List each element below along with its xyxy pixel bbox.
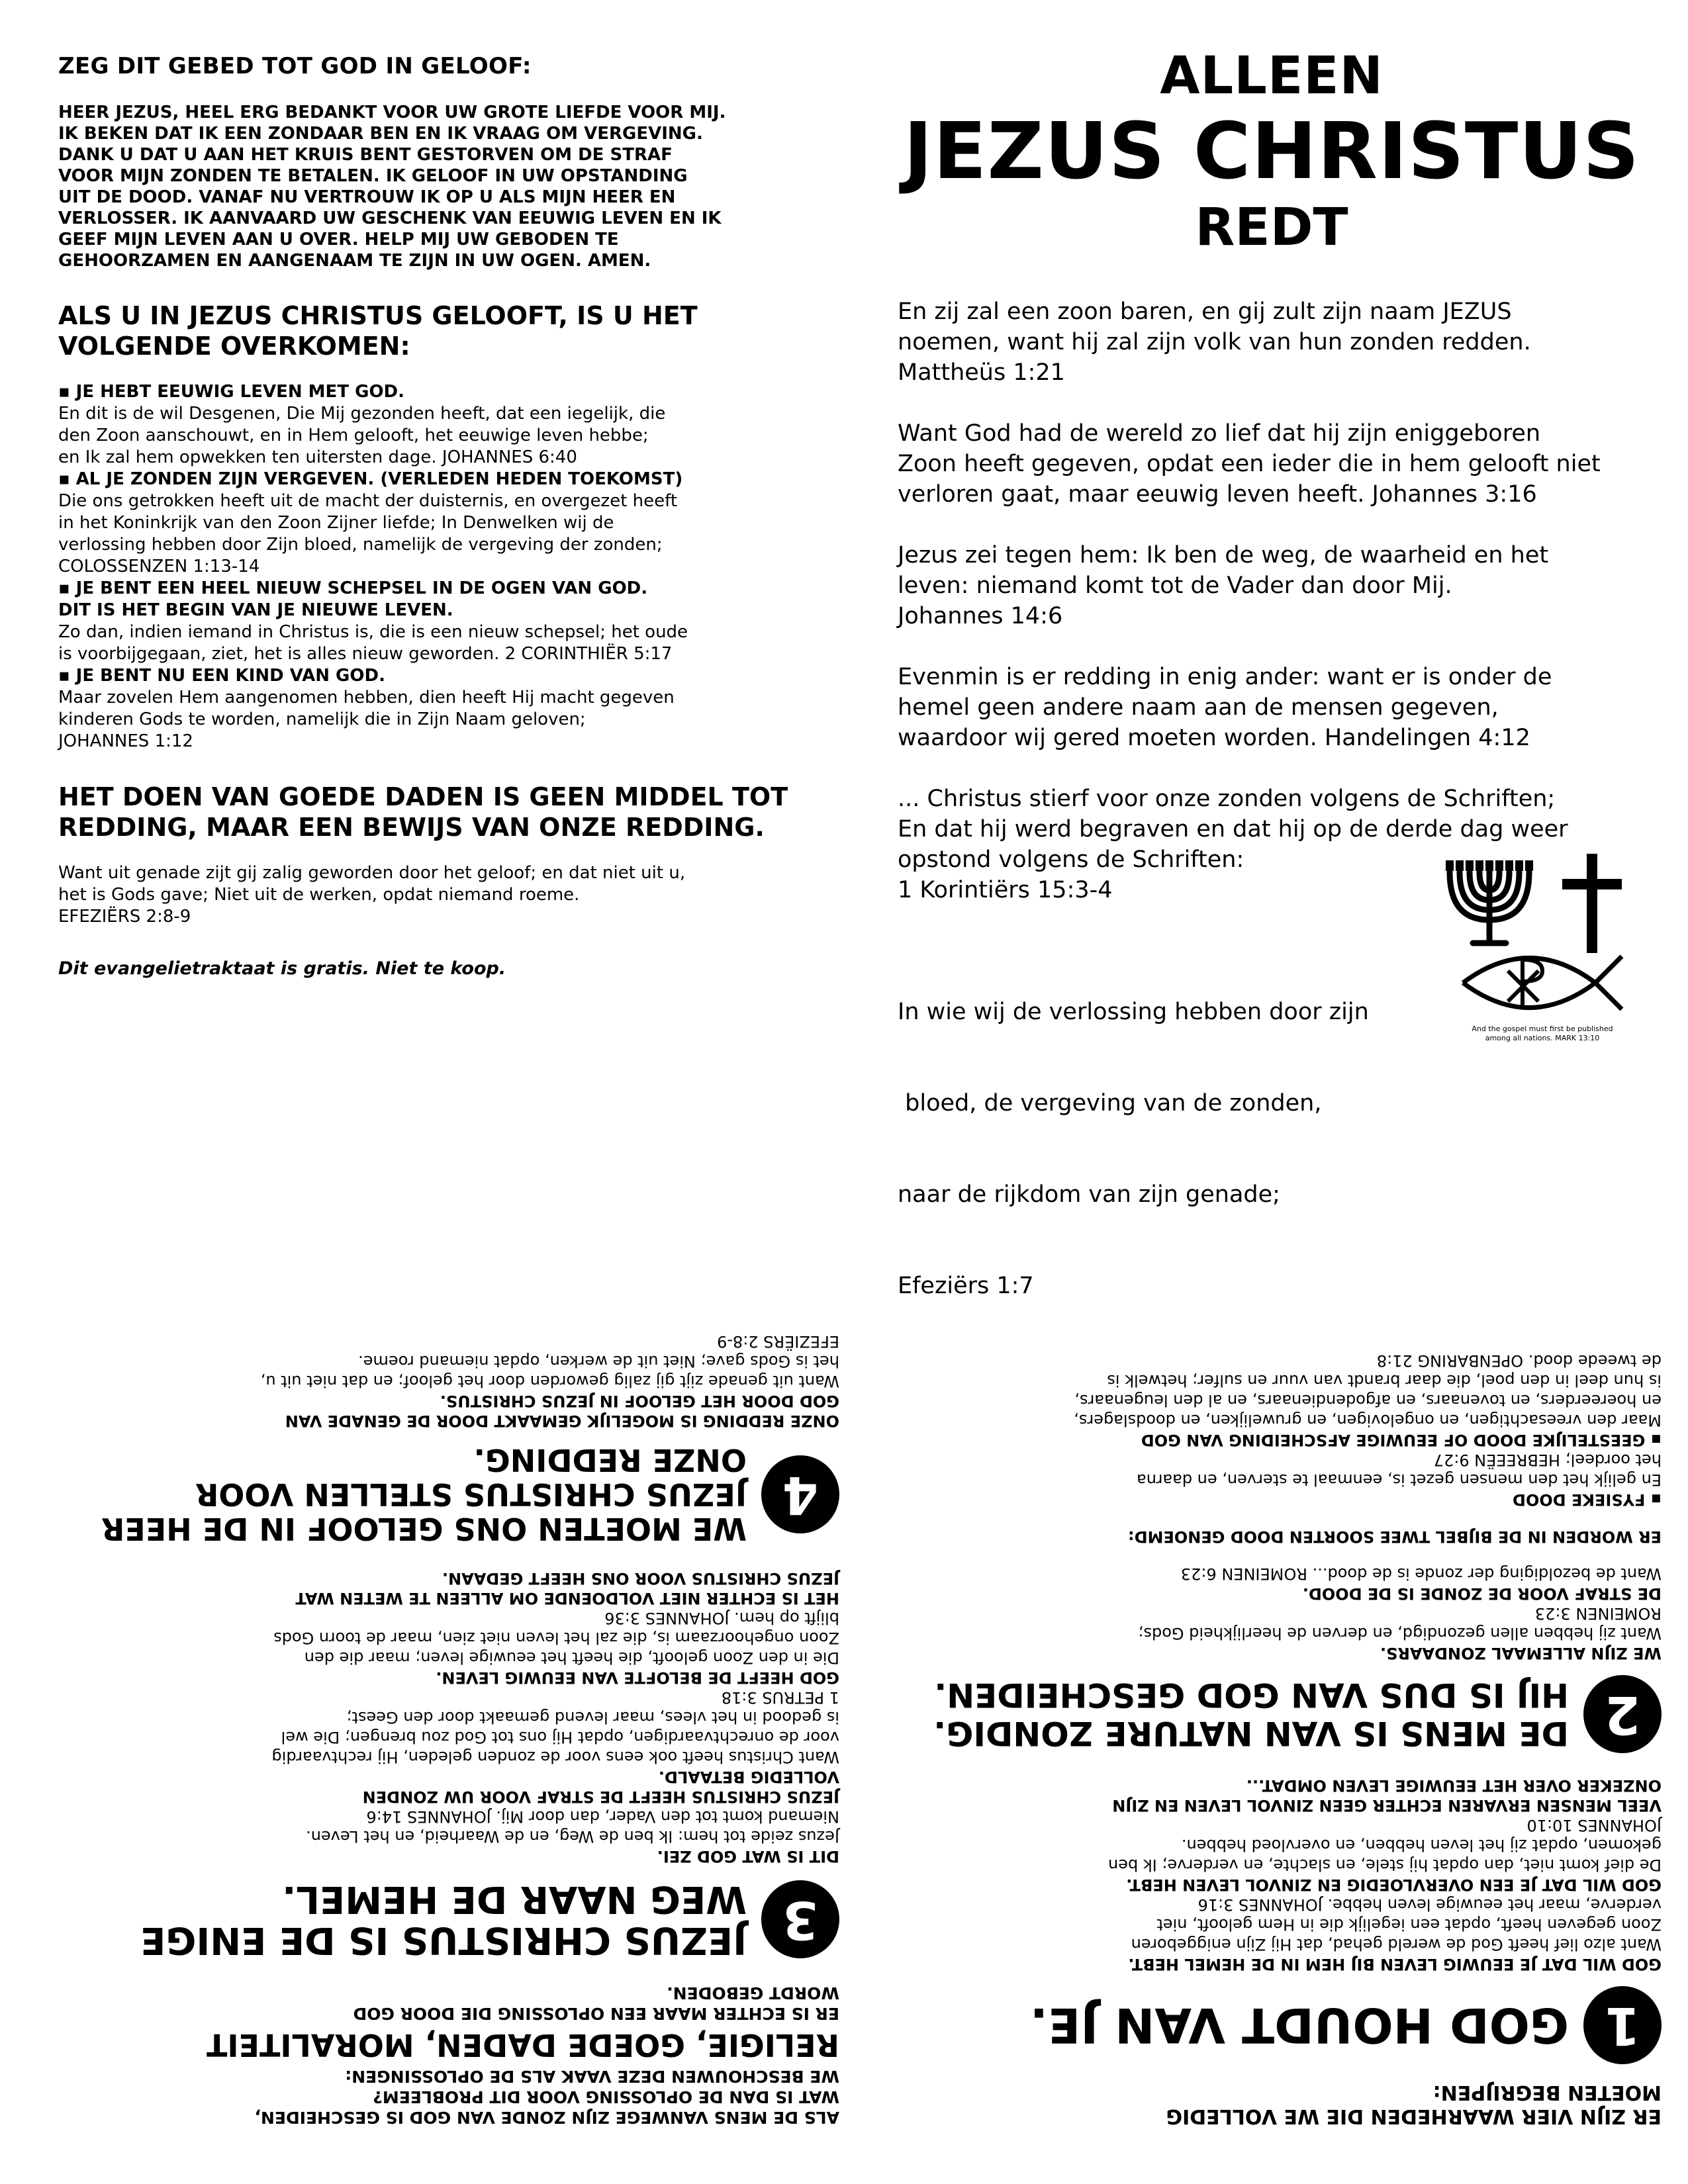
verse-line: bloed, de vergeving van de zonden, [898, 1090, 1322, 1116]
line: JEZUS CHRISTUS HEEFT DE STRAF VOOR UW ZONDEN [362, 1788, 839, 1806]
panel-truths [880, 1135, 1662, 2128]
line: verderve, maar het eeuwige leven hebbe. JOHANNES 3:16 [1197, 1895, 1662, 1914]
line: is gedood in het vlees, maar levend gemaakt door den Geest; [346, 1708, 839, 1727]
verse-line: waardoor wij gered moeten worden. Handelingen 4:12 [898, 725, 1530, 751]
panel-prayer [58, 53, 839, 979]
verse-line: Jezus zei tegen hem: Ik ben de weg, de waarheid en het [898, 542, 1549, 569]
line: ▪ FYSIEKE DOOD [1513, 1490, 1662, 1509]
line: Niemand komt tot den Vader, dan door Mij. JOHANNES 14:6 [366, 1807, 839, 1826]
list-item: DIT IS HET BEGIN VAN JE NIEUWE LEVEN. [58, 600, 453, 620]
list-item: En dit is de wil Desgenen, Die Mij gezonden heeft, dat een iegelijk, die [58, 404, 666, 424]
line: DIT IS WAT GOD ZEI. [657, 1847, 839, 1866]
cross-icon [1562, 854, 1622, 956]
line: JEZUS CHRISTUS VOOR ONS HEEFT GEDAAN. [442, 1569, 839, 1588]
verse-block [898, 662, 1646, 753]
list-item: in het Koninkrijk van den Zoon Zijner liefde; In Denwelken wij de [58, 513, 614, 533]
verse-line: Want uit genade zijt gij zalig geworden door het geloof; en dat niet uit u, [58, 863, 686, 883]
verse-block [898, 418, 1646, 510]
prayer-line: VERLOSSER. IK AANVAARD UW GESCHENK VAN EEUWIG LEVEN EN IK [58, 208, 722, 228]
number-badge: 2 [1583, 1675, 1662, 1753]
verse-line: noemen, want hij zal zijn volk van hun zonden redden. [898, 329, 1531, 355]
list-item: ▪ JE BENT NU EEN KIND VAN GOD. [58, 666, 385, 686]
list-item: en Ik zal hem opwekken ten uitersten dage. JOHANNES 6:40 [58, 447, 577, 467]
list-item: is voorbijgegaan, ziet, het is alles nieuw geworden. 2 CORINTHIËR 5:17 [58, 644, 673, 664]
line: GOD WIL DAT JE EEN OVERVLOEDIG EN ZINVOL LEVEN HEBT. [1126, 1876, 1662, 1894]
line: gekomen, opdat zij het leven hebben, en overvloed hebben. [1181, 1836, 1662, 1854]
list-item: ▪ JE HEBT EEUWIG LEVEN MET GOD. [58, 382, 405, 402]
line: 1 PETRUS 3:18 [721, 1688, 839, 1707]
line: en hoereerders, en tovenaars, en afgodendienaars, en al den leugenaars, [1074, 1391, 1662, 1410]
section-4-body [58, 1332, 839, 1431]
section-2-body [880, 1351, 1662, 1663]
intro-line: WAT IS DAN DE OPLOSSING VOOR DIT PROBLEEM? [373, 2087, 839, 2107]
works-heading-line: REDDING, MAAR EEN BEWIJS VAN ONZE REDDING. [58, 813, 765, 842]
intro-line: ER ZIJN VIER WAARHEDEN DIE WE VOLLEDIG [1166, 2105, 1662, 2128]
line: ▪ GEESTELIJKE DOOD OF EEUWIGE AFSCHEIDING VAN GOD [1141, 1431, 1662, 1449]
believe-heading [58, 300, 839, 361]
line: EFEZIËRS 2:8-9 [717, 1332, 839, 1351]
caption-line: among all nations. MARK 13:10 [1485, 1034, 1600, 1042]
intro-line: ER IS ECHTER MAAR EEN OPLOSSING DIE DOOR GOD [353, 2004, 839, 2023]
line: Want zij hebben allen gezondigd, en derven de heerlijkheid Gods; [1138, 1624, 1662, 1643]
works-heading [58, 782, 839, 842]
prayer-line: HEER JEZUS, HEEL ERG BEDANKT VOOR UW GROTE LIEFDE VOOR MIJ. [58, 103, 726, 122]
line: DE STRAF VOOR DE ZONDE IS DE DOOD. [1302, 1584, 1662, 1603]
line: voor de onrechtvaardigen, opdat Hij ons tot God zou brengen; Die wel [281, 1728, 839, 1747]
line: Want uit genade zijt gij zalig geworden door het geloof; en dat niet uit u, [260, 1372, 839, 1390]
prayer-line: VOOR MIJN ZONDEN TE BETALEN. IK GELOOF IN UW OPSTANDING [58, 166, 688, 186]
title-jezus-christus: JEZUS CHRISTUS [903, 105, 1640, 197]
list-item: ▪ AL JE ZONDEN ZIJN VERGEVEN. (VERLEDEN HEDEN TOEKOMST) [58, 469, 683, 489]
verse-line: Zoon heeft gegeven, opdat een ieder die in hem gelooft niet [898, 451, 1601, 477]
section-title [140, 1878, 747, 1960]
line: ROMEINEN 3:23 [1534, 1604, 1662, 1623]
verse-line: naar de rijkdom van zijn genade; [898, 1181, 1280, 1208]
list-item: Zo dan, indien iemand in Christus is, die is een nieuw schepsel; het oude [58, 622, 688, 642]
title-alleen: ALLEEN [1160, 46, 1383, 106]
verse-line: het is Gods gave; Niet uit de werken, opdat niemand roeme. [58, 885, 580, 905]
verse-line: Efeziërs 1:7 [898, 1273, 1034, 1299]
verse-block [898, 540, 1646, 631]
line: Zoon gegeven heeft, opdat een iegelijk die in Hem gelooft, niet [1156, 1915, 1662, 1934]
title-line: JEZUS CHRISTUS IS DE ENIGE [140, 1919, 747, 1962]
title-line: WE MOETEN ONS GELOOF IN DE HEER [101, 1511, 747, 1547]
verse-line: Johannes 14:6 [898, 603, 1063, 629]
line: GOD HEEFT DE BELOFTE VAN EEUWIG LEVEN. [436, 1668, 839, 1687]
verse-line: Want God had de wereld zo lief dat hij zijn eniggeboren [898, 420, 1541, 447]
verse-line: EFEZIËRS 2:8-9 [58, 907, 191, 927]
line: Want alzo lief heeft God de wereld gehad, dat Hij Zijn eniggeboren [1131, 1935, 1662, 1954]
verse-line: En dat hij werd begraven en dat hij op de derde dag weer [898, 816, 1568, 842]
line: VEEL MENSEN ERVAREN ECHTER GEEN ZINVOL LEVEN EN ZIJN [1112, 1796, 1662, 1815]
list-item: den Zoon aanschouwt, en in Hem gelooft, het eeuwige leven hebbe; [58, 426, 649, 445]
list-item: verlossing hebben door Zijn bloed, namelijk de vergeving der zonden; [58, 535, 663, 555]
list-item: COLOSSENZEN 1:13-14 [58, 557, 260, 576]
line: de tweede dood. OPENBARING 21:8 [1376, 1351, 1662, 1370]
intro-line: WORDT GEBODEN. [667, 1983, 839, 2003]
section-title [933, 1676, 1569, 1752]
section-1-body [880, 1776, 1662, 1974]
section-1-heading [880, 1986, 1662, 2064]
verse-line: En zij zal een zoon baren, en gij zult zijn naam JEZUS [898, 298, 1512, 325]
title-line: ONZE REDDING. [473, 1442, 747, 1478]
section-title: GOD HOUDT VAN JE. [1029, 1997, 1569, 2053]
list-item: JOHANNES 1:12 [58, 731, 193, 751]
believe-heading-line: ALS U IN JEZUS CHRISTUS GELOOFT, IS U HET [58, 301, 698, 330]
list-item: Die ons getrokken heeft uit de macht der duisternis, en overgezet heeft [58, 491, 678, 511]
number-badge: 3 [761, 1880, 839, 1958]
line: ONZEKER OVER HET EEUWIGE LEVEN OMDAT... [1246, 1776, 1662, 1795]
prayer-line: DANK U DAT U AAN HET KRUIS BENT GESTORVEN OM DE STRAF [58, 145, 673, 165]
title-line: DE MENS IS VAN NATURE ZONDIG. [933, 1714, 1569, 1752]
intro-big: RELIGIE, GOEDE DADEN, MORALITEIT [207, 2027, 839, 2063]
prayer-line: IK BEKEN DAT IK EEN ZONDAAR BEN EN IK VRAAG OM VERGEVING. [58, 124, 703, 144]
prayer-line: GEHOORZAMEN EN AANGENAAM TE ZIJN IN UW OGEN. AMEN. [58, 251, 651, 271]
panel-solution [58, 1135, 839, 2128]
verse-line: Mattheüs 1:21 [898, 359, 1065, 386]
line: Zoon ongehoorzaam is, die zal het leven niet zien, maar de toorn Gods [273, 1629, 839, 1647]
line: Want Christus heeft ook eens voor de zonden geleden, Hij rechtvaardig [271, 1748, 839, 1766]
section-3-body [58, 1569, 839, 1866]
verse-line: ... Christus stierf voor onze zonden volgens de Schriften; [898, 786, 1556, 812]
prayer-heading: ZEG DIT GEBED TOT GOD IN GELOOF: [58, 53, 532, 79]
intro-line: ALS DE MENS VANWEGE ZIJN ZONDE VAN GOD IS GESCHEIDEN, [254, 2108, 839, 2127]
works-verse [58, 862, 839, 928]
line: is hun deel in den poel, die daar brandt van vuur en sulfer; hetwelk is [1107, 1371, 1662, 1390]
number-badge: 4 [761, 1455, 839, 1533]
verse-line: 1 Korintiërs 15:3-4 [898, 877, 1113, 903]
line: JOHANNES 10:10 [1526, 1816, 1662, 1835]
verse-line: Evenmin is er redding in enig ander: want er is onder de [898, 664, 1552, 690]
line: ER WORDEN IN DE BIJBEL TWEE SOORTEN DOOD GENOEMD: [1128, 1527, 1662, 1546]
line: Die in den Zoon gelooft, die heeft het eeuwige leven; maar die den [304, 1649, 839, 1667]
free-note: Dit evangelietraktaat is gratis. Niet te koop. [58, 958, 506, 979]
line: Maar den vreesachtigen, en ongelovigen, en gruwelijken, en doodslagers, [1074, 1411, 1662, 1430]
line: Want de bezoldiging der zonde is de dood... ROMEINEN 6:23 [1180, 1565, 1662, 1583]
section-3-heading [58, 1878, 839, 1960]
verse-line: verloren gaat, maar eeuwig leven heeft. Johannes 3:16 [898, 481, 1537, 508]
works-heading-line: HET DOEN VAN GOEDE DADEN IS GEEN MIDDEL TOT [58, 782, 788, 811]
line: WE ZIJN ALLEMAAL ZONDAARS. [1380, 1644, 1662, 1662]
title-line: WEG NAAR DE HEMEL. [282, 1878, 747, 1921]
line: het oordeel; HEBREEËN 9:27 [1433, 1451, 1662, 1469]
line: GOD DOOR HET GELOOF IN JEZUS CHRISTUS. [440, 1392, 839, 1410]
prayer-line: UIT DE DOOD. VANAF NU VERTROUW IK OP U ALS MIJN HEER EN [58, 187, 676, 207]
list-item: ▪ JE BENT EEN HEEL NIEUW SCHEPSEL IN DE OGEN VAN GOD. [58, 578, 648, 598]
symbol-caption [1430, 1024, 1655, 1043]
line: Jezus zeide tot hem: Ik ben de Weg, en de Waarheid, en het Leven. [306, 1827, 839, 1846]
intro-tail [58, 1983, 839, 2024]
verse-line: hemel geen andere naam aan de mensen gegeven, [898, 694, 1499, 721]
list-item: kinderen Gods te worden, namelijk die in Zijn Naam geloven; [58, 709, 586, 729]
list-item: Maar zovelen Hem aangenomen hebben, dien heeft Hij macht gegeven [58, 688, 675, 707]
line: De dief komt niet, dan opdat hij stele, en slachte, en verderve; Ik ben [1107, 1856, 1662, 1874]
caption-line: And the gospel must first be published [1472, 1024, 1613, 1033]
line: blijft op hem. JOHANNES 3:36 [604, 1609, 839, 1627]
intro-line: WE BESCHOUWEN DEZE VAAK ALS DE OPLOSSINGEN: [345, 2067, 839, 2086]
verse-line: In wie wij de verlossing hebben door zijn [898, 999, 1369, 1025]
number-badge: 1 [1583, 1986, 1662, 2064]
section-4-heading [58, 1443, 839, 1546]
prayer-text [58, 102, 839, 271]
verse-line: leven: niemand komt tot de Vader dan door Mij. [898, 572, 1452, 599]
intro-text [880, 2080, 1662, 2128]
line: VOLLEDIG BETAALD. [658, 1768, 839, 1786]
line: HET IS ECHTER NIET VOLDOENDE OM ALLEEN TE WETEN WAT [295, 1589, 839, 1608]
verse-block [898, 296, 1646, 388]
title-redt: REDT [1195, 198, 1348, 257]
line: ONZE REDDING IS MOGELIJK GEMAAKT DOOR DE GENADE VAN [285, 1412, 839, 1430]
line: En gelijk het den mensen gezet is, eenmaal te sterven, en daarna [1137, 1471, 1662, 1489]
line: het is Gods gave; Niet uit de werken, opdat niemand roeme. [358, 1352, 839, 1371]
section-title [101, 1443, 747, 1546]
prayer-line: GEEF MIJN LEVEN AAN U OVER. HELP MIJ UW GEBODEN TE [58, 230, 619, 250]
section-2-heading [880, 1675, 1662, 1753]
title-line: HIJ IS DUS VAN GOD GESCHEIDEN. [934, 1676, 1569, 1714]
verse-line: opstond volgens de Schriften: [898, 846, 1244, 873]
ichthys-icon [1456, 943, 1628, 1025]
title-line: JEZUS CHRISTUS STELLEN VOOR [195, 1477, 747, 1512]
intro-line: MOETEN BEGRIJPEN: [1432, 2081, 1662, 2104]
line: GOD WIL DAT JE EEUWIG LEVEN BIJ HEM IN DE HEMEL HEBT. [1128, 1955, 1662, 1974]
believe-list [58, 381, 839, 752]
believe-heading-line: VOLGENDE OVERKOMEN: [58, 332, 410, 361]
intro-text [58, 2066, 839, 2128]
